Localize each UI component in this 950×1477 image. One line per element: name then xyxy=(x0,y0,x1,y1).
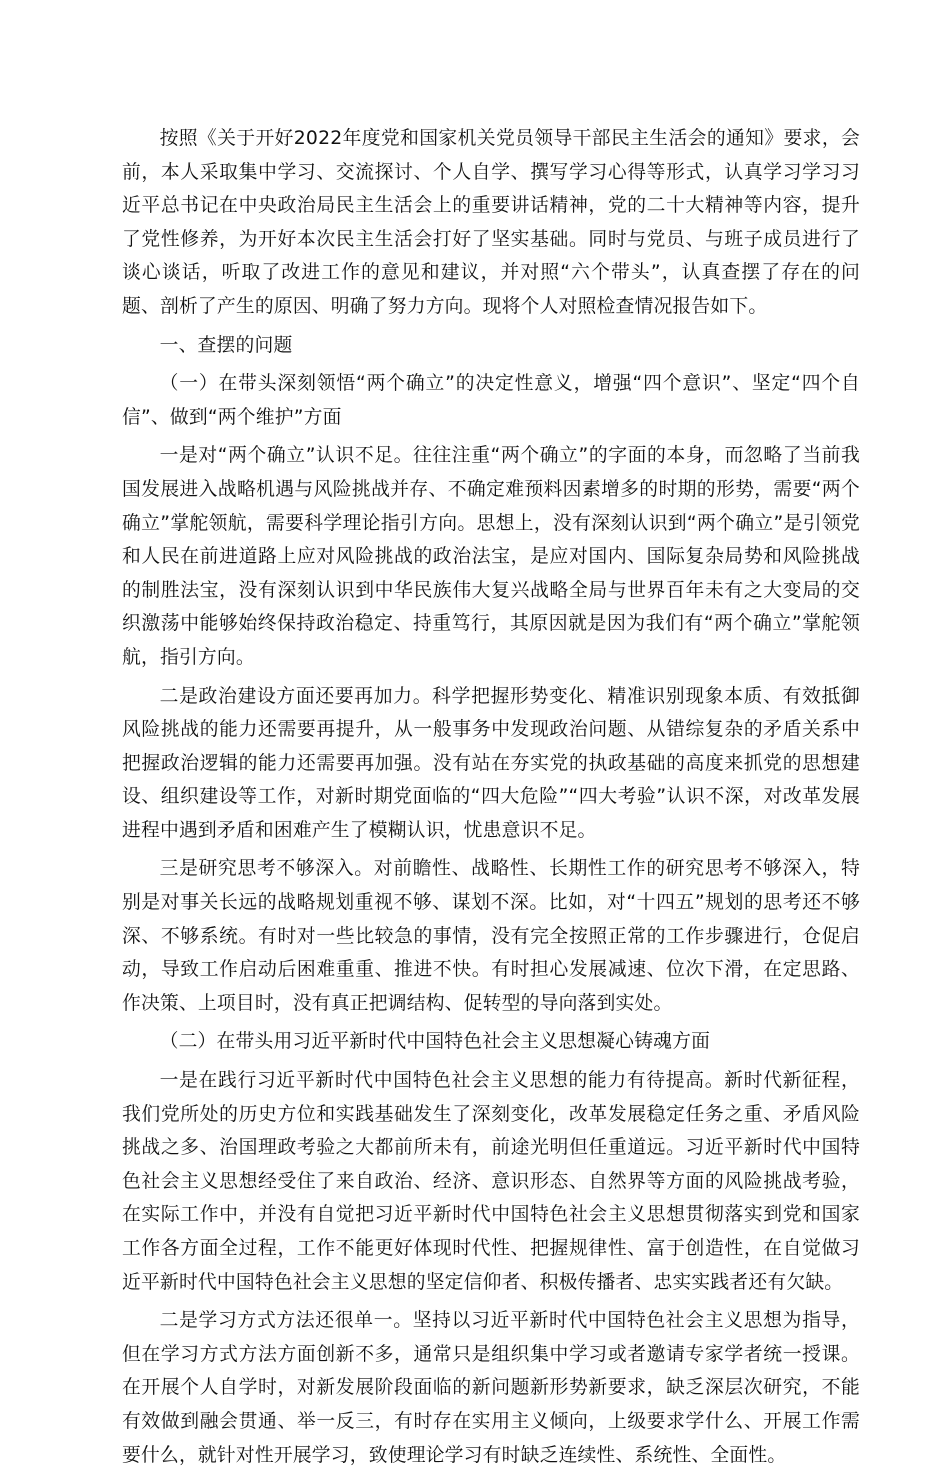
section-heading-problems: 一、查摆的问题 xyxy=(159,334,293,356)
subsection-heading-2: （二）在带头用习近平新时代中国特色社会主义思想凝心铸魂方面 xyxy=(159,1031,711,1053)
subsection-2-paragraph-2: 二是学习方式方法还很单一。坚持以习近平新时代中国特色社会主义思想为指导，但在学习方式方法方面创新不多，通常只是组织集中学习或者邀请专家学者统一授课。在开展个人自学时，对新发展阶段面临的新问题新形势新要求，缺乏深层次研究，不能有效做到融会贯通、举一反三，有时存在实用主义倾向，上级要求学什么、开展工作需要什么，就针对性开展学习，致使理论学习有时缺乏连续性、系统性、全面性。 xyxy=(122,1310,860,1466)
subsection-heading-1: （一）在带头深刻领悟“两个确立”的决定性意义，增强“四个意识”、坚定“四个自信”、做到“两个维护”方面 xyxy=(122,373,860,428)
subsection-1-paragraph-1: 一是对“两个确立”认识不足。往往注重“两个确立”的字面的本身，而忽略了当前我国发展进入战略机遇与风险挑战并存、不确定难预料因素增多的时期的形势，需要“两个确立”掌舵领航，需要科学理论指引方向。思想上，没有深刻认识到“两个确立”是引领党和人民在前进道路上应对风险挑战的政治法宝，是应对国内、国际复杂局势和风险挑战的制胜法宝，没有深刻认识到中华民族伟大复兴战略全局与世界百年未有之大变局的交织激荡中能够始终保持政治稳定、持重笃行，其原因就是因为我们有“两个确立”掌舵领航，指引方向。 xyxy=(122,445,860,668)
intro-paragraph: 按照《关于开好2022年度党和国家机关党员领导干部民主生活会的通知》要求，会前，本人采取集中学习、交流探讨、个人自学、撰写学习心得等形式，认真学习学习习近平总书记在中央政治局民主生活会上的重要讲话精神，党的二十大精神等内容，提升了党性修养，为开好本次民主生活会打好了坚实基础。同时与党员、与班子成员进行了谈心谈话，听取了改进工作的意见和建议，并对照“六个带头”，认真查摆了存在的问题、剖析了产生的原因、明确了努力方向。现将个人对照检查情况报告如下。 xyxy=(122,128,860,317)
subsection-1-paragraph-3: 三是研究思考不够深入。对前瞻性、战略性、长期性工作的研究思考不够深入，特别是对事关长远的战略规划重视不够、谋划不深。比如，对“十四五”规划的思考还不够深、不够系统。有时对一些比较急的事情，没有完全按照正常的工作步骤进行，仓促启动，导致工作启动后困难重重、推进不快。有时担心发展减速、位次下滑，在定思路、作决策、上项目时，没有真正把调结构、促转型的导向落到实处。 xyxy=(122,858,860,1014)
subsection-1-paragraph-2: 二是政治建设方面还要再加力。科学把握形势变化、精准识别现象本质、有效抵御风险挑战的能力还需要再提升，从一般事务中发现政治问题、从错综复杂的矛盾关系中把握政治逻辑的能力还需要再加强。没有站在夯实党的执政基础的高度来抓党的思想建设、组织建设等工作，对新时期党面临的“四大危险”“四大考验”认识不深，对改革发展进程中遇到矛盾和困难产生了模糊认识，忧患意识不足。 xyxy=(122,685,860,841)
subsection-2-paragraph-1: 一是在践行习近平新时代中国特色社会主义思想的能力有待提高。新时代新征程，我们党所处的历史方位和实践基础发生了深刻变化，改革发展稳定任务之重、矛盾风险挑战之多、治国理政考验之大都前所未有，前途光明但任重道远。习近平新时代中国特色社会主义思想经受住了来自政治、经济、意识形态、自然界等方面的风险挑战考验，在实际工作中，并没有自觉把习近平新时代中国特色社会主义思想贯彻落实到党和国家工作各方面全过程，工作不能更好体现时代性、把握规律性、富于创造性，在自觉做习近平新时代中国特色社会主义思想的坚定信仰者、积极传播者、忠实实践者还有欠缺。 xyxy=(122,1070,860,1293)
document-page xyxy=(122,122,860,1477)
